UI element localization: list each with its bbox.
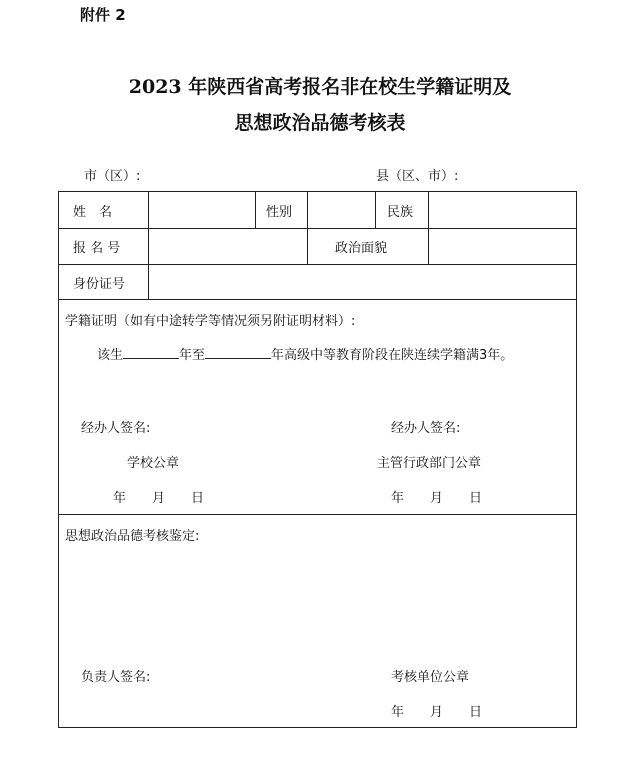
- city-label: 市（区）:: [84, 169, 141, 184]
- assessment-unit-seal: 考核单位公章: [391, 670, 470, 685]
- status-proof-heading: 学籍证明（如有中途转学等情况须另附证明材料）:: [65, 314, 356, 329]
- school-seal-label: 学校公章: [127, 456, 180, 471]
- county-label: 县（区、市）:: [376, 169, 459, 184]
- id-number-field[interactable]: [149, 265, 576, 298]
- name-field[interactable]: [149, 193, 254, 227]
- attachment-label: 附件 2: [80, 6, 126, 24]
- reg-no-field[interactable]: [149, 229, 306, 263]
- handler-signature-right: 经办人签名:: [391, 421, 461, 436]
- statement-prefix: 该生: [97, 348, 124, 363]
- political-status-label: 政治面貌: [335, 241, 388, 256]
- id-number-label: 身份证号: [73, 277, 126, 292]
- name-label: 姓 名: [73, 205, 113, 220]
- start-year-blank[interactable]: [123, 344, 179, 359]
- end-year-blank[interactable]: [205, 344, 271, 359]
- row-divider: [59, 514, 576, 515]
- gender-label: 性别: [266, 205, 293, 220]
- column-divider: [255, 192, 256, 228]
- form-title-line-2: 思想政治品德考核表: [234, 112, 406, 134]
- statement-mid-2: 年高级中等教育阶段在陕连续学籍满3年。: [271, 348, 514, 363]
- column-divider: [375, 192, 376, 228]
- reg-no-label: 报 名 号: [73, 241, 121, 256]
- form-title-line-1: 2023 年陕西省高考报名非在校生学籍证明及: [128, 76, 512, 98]
- political-status-field[interactable]: [429, 229, 576, 263]
- statement-mid-1: 年至: [179, 348, 206, 363]
- assessment-date: 年 月 日: [391, 705, 483, 720]
- handler-signature-left: 经办人签名:: [81, 421, 151, 436]
- row-divider: [59, 299, 576, 300]
- status-proof-statement: [97, 344, 513, 363]
- ethnicity-label: 民族: [387, 205, 414, 220]
- moral-assessment-heading: 思想政治品德考核鉴定:: [65, 529, 200, 544]
- responsible-signature: 负责人签名:: [81, 670, 151, 685]
- registration-form-table: [58, 191, 577, 728]
- date-left: 年 月 日: [113, 491, 205, 506]
- department-seal-label: 主管行政部门公章: [377, 456, 482, 471]
- gender-field[interactable]: [308, 193, 374, 227]
- ethnicity-field[interactable]: [429, 193, 576, 227]
- date-right: 年 月 日: [391, 491, 483, 506]
